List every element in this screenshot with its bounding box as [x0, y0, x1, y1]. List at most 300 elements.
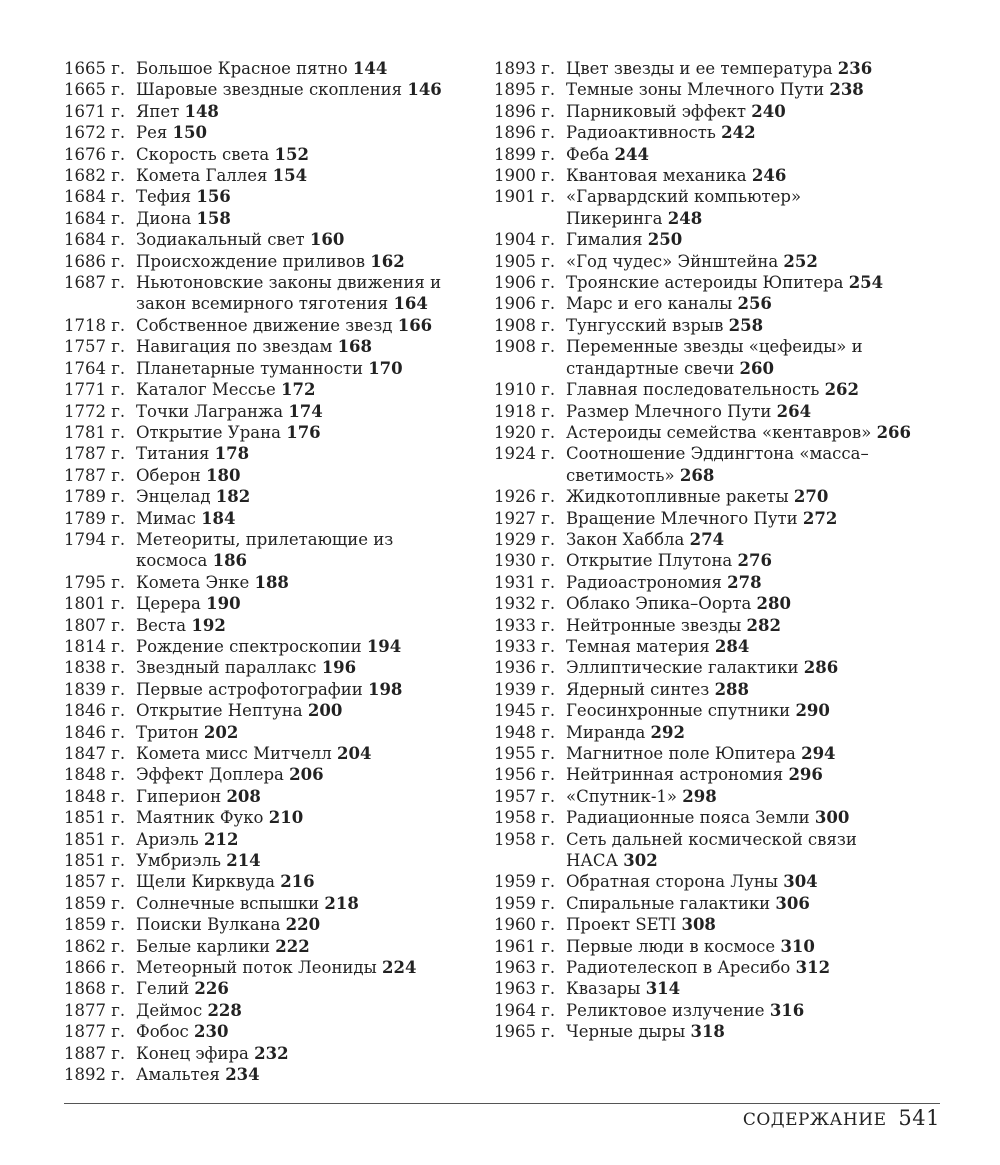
toc-entry-text	[566, 229, 914, 250]
toc-entry-title: Фобос	[136, 1022, 189, 1042]
toc-entry	[494, 529, 914, 550]
toc-entry	[494, 550, 914, 571]
toc-entry-page: 254	[848, 273, 884, 293]
toc-entry-year: 1848 г.	[64, 786, 126, 806]
toc-entry	[64, 764, 474, 785]
toc-entry-text	[136, 1064, 474, 1085]
toc-entry-text	[566, 786, 914, 807]
toc-entry	[64, 914, 474, 935]
toc-entry-text	[566, 144, 914, 165]
toc-entry-year: 1933 г.	[494, 615, 556, 635]
toc-entry-title: Закон Хаббла	[566, 529, 685, 549]
toc-entry-year: 1908 г.	[494, 315, 556, 335]
toc-entry-title: Темная материя	[566, 636, 710, 656]
toc-entry-page: 164	[393, 294, 428, 314]
toc-entry-year: 1771 г.	[64, 380, 126, 400]
toc-entry-text	[566, 272, 914, 293]
toc-entry-page: 316	[769, 1000, 805, 1020]
toc-entry-year: 1814 г.	[64, 636, 126, 656]
toc-entry	[64, 850, 474, 871]
toc-entry-title: Мимас	[136, 508, 196, 528]
toc-entry-title: Первые астрофотографии	[136, 679, 363, 699]
toc-entry	[64, 1021, 474, 1042]
toc-entry-page: 158	[196, 208, 231, 228]
toc-entry-year: 1846 г.	[64, 701, 126, 721]
toc-entry-text	[136, 572, 474, 593]
toc-entry	[494, 679, 914, 700]
toc-entry-text	[566, 829, 914, 872]
toc-entry-year: 1908 г.	[494, 337, 556, 357]
toc-entry-text	[566, 893, 914, 914]
toc-entry-text	[566, 957, 914, 978]
toc-entry-year: 1665 г.	[64, 80, 126, 100]
toc-entry	[64, 101, 474, 122]
toc-entry-year: 1887 г.	[64, 1043, 126, 1063]
toc-entry-text	[566, 251, 914, 272]
toc-entry-year: 1851 г.	[64, 829, 126, 849]
toc-entry-year: 1963 г.	[494, 979, 556, 999]
toc-entry-page: 178	[214, 444, 250, 464]
toc-entry-year: 1672 г.	[64, 123, 126, 143]
toc-entry	[64, 1043, 474, 1064]
toc-entry-text	[566, 550, 914, 571]
toc-entry-page: 168	[337, 337, 373, 357]
toc-entry-year: 1686 г.	[64, 251, 126, 271]
toc-entry-year: 1930 г.	[494, 551, 556, 571]
toc-entry-title: Главная последовательность	[566, 380, 820, 400]
toc-entry-title: Комета Галлея	[136, 166, 268, 186]
toc-entry	[64, 186, 474, 207]
toc-entry-page: 252	[783, 251, 818, 271]
toc-entry-title: Нейтронные звезды	[566, 615, 742, 635]
toc-entry-page: 242	[721, 123, 756, 143]
toc-entry-page: 288	[714, 679, 750, 699]
toc-entry-title: Метеорный поток Леониды	[136, 958, 377, 978]
toc-entry-year: 1899 г.	[494, 144, 556, 164]
toc-entry-title: Энцелад	[136, 487, 211, 507]
toc-entry-text	[136, 1000, 474, 1021]
toc-entry	[64, 422, 474, 443]
toc-entry-title: Нейтринная астрономия	[566, 765, 784, 785]
toc-entry-page: 192	[191, 615, 226, 635]
toc-entry-text	[566, 700, 914, 721]
toc-entry	[494, 893, 914, 914]
toc-entry-text	[566, 593, 914, 614]
toc-entry-title: Церера	[136, 594, 201, 614]
toc-entry-year: 1787 г.	[64, 444, 126, 464]
toc-entry-text	[136, 743, 474, 764]
page-footer	[743, 1106, 940, 1130]
toc-entry	[494, 401, 914, 422]
toc-entry-text	[566, 443, 914, 486]
toc-entry-page: 256	[737, 294, 772, 314]
toc-entry-page: 296	[788, 765, 823, 785]
toc-entry-year: 1781 г.	[64, 422, 126, 442]
toc-entry-title: Амальтея	[136, 1065, 220, 1085]
toc-entry-year: 1868 г.	[64, 979, 126, 999]
toc-entry-text	[136, 807, 474, 828]
footer-rule	[64, 1103, 940, 1104]
toc-entry-title: «Год чудес» Эйнштейна	[566, 251, 779, 271]
toc-entry-text	[566, 1000, 914, 1021]
toc-entry-text	[136, 936, 474, 957]
toc-entry-title: Титания	[136, 444, 210, 464]
toc-entry-page: 174	[288, 401, 323, 421]
toc-entry-title: Умбриэль	[136, 851, 221, 871]
toc-entry-year: 1956 г.	[494, 765, 556, 785]
toc-entry-title: Зодиакальный свет	[136, 230, 305, 250]
toc-entry-title: Маятник Фуко	[136, 808, 264, 828]
toc-entry-page: 144	[352, 59, 388, 78]
toc-entry	[494, 486, 914, 507]
toc-entry-page: 302	[623, 851, 658, 871]
toc-entry-year: 1959 г.	[494, 893, 556, 913]
toc-entry	[494, 871, 914, 892]
toc-entry-title: Конец эфира	[136, 1043, 249, 1063]
toc-entry	[64, 358, 474, 379]
toc-entry	[494, 829, 914, 872]
toc-entry	[64, 508, 474, 529]
toc-entry	[64, 615, 474, 636]
toc-entry-text	[136, 122, 474, 143]
toc-entry-year: 1718 г.	[64, 315, 126, 335]
toc-entry	[494, 593, 914, 614]
toc-entry-year: 1961 г.	[494, 936, 556, 956]
toc-entry-title: Шаровые звездные скопления	[136, 80, 403, 100]
toc-entry-title: Первые люди в космосе	[566, 936, 776, 956]
toc-entry-text	[136, 379, 474, 400]
toc-entry-title: Солнечные вспышки	[136, 893, 320, 913]
toc-entry-year: 1877 г.	[64, 1000, 126, 1020]
toc-entry	[494, 914, 914, 935]
toc-entry-title: Соотношение Эддингтона «масса–светимость»	[566, 444, 869, 485]
toc-entry-page: 146	[407, 80, 442, 100]
toc-entry-text	[136, 914, 474, 935]
toc-entry-text	[566, 722, 914, 743]
toc-entry-title: Парниковый эффект	[566, 101, 746, 121]
toc-entry-title: Реликтовое излучение	[566, 1000, 765, 1020]
toc-entry-page: 212	[204, 829, 239, 849]
toc-entry-text	[566, 165, 914, 186]
toc-entry-page: 194	[366, 636, 402, 656]
toc-entry	[494, 764, 914, 785]
toc-entry-text	[136, 229, 474, 250]
toc-entry-text	[566, 79, 914, 100]
toc-entry-page: 244	[614, 144, 649, 164]
toc-entry	[64, 978, 474, 999]
toc-entry-text	[136, 679, 474, 700]
toc-entry-text	[566, 122, 914, 143]
toc-entry-year: 1906 г.	[494, 273, 556, 293]
toc-entry-page: 150	[172, 123, 207, 143]
toc-entry-page: 314	[645, 979, 681, 999]
toc-entry-title: Планетарные туманности	[136, 358, 363, 378]
toc-entry-page: 236	[837, 59, 873, 78]
toc-entry-year: 1905 г.	[494, 251, 556, 271]
toc-entry-text	[566, 1021, 914, 1042]
toc-entry-text	[136, 529, 474, 572]
toc-entry-page: 208	[226, 786, 261, 806]
toc-entry-title: Тритон	[136, 722, 199, 742]
toc-entry-title: Открытие Плутона	[566, 551, 733, 571]
toc-entry-title: Троянские астероиды Юпитера	[566, 273, 844, 293]
toc-entry-page: 248	[667, 208, 703, 228]
toc-entry-page: 292	[650, 722, 685, 742]
toc-entry	[494, 572, 914, 593]
toc-entry-title: Происхождение приливов	[136, 251, 366, 271]
toc-entry-year: 1932 г.	[494, 594, 556, 614]
toc-entry-title: Большое Красное пятно	[136, 59, 348, 78]
toc-entry-year: 1684 г.	[64, 208, 126, 228]
toc-entry-title: Метеориты, прилетающие из космоса	[136, 529, 394, 571]
toc-entry-title: Облако Эпика–Оорта	[566, 594, 752, 614]
toc-entry-title: Рождение спектроскопии	[136, 636, 362, 656]
toc-entry-year: 1924 г.	[494, 444, 556, 464]
toc-entry-year: 1926 г.	[494, 487, 556, 507]
toc-entry-text	[136, 251, 474, 272]
toc-entry-title: Комета Энке	[136, 572, 250, 592]
toc-entry-text	[136, 978, 474, 999]
toc-entry-text	[136, 850, 474, 871]
toc-entry-year: 1839 г.	[64, 679, 126, 699]
toc-entry-year: 1958 г.	[494, 808, 556, 828]
toc-entry-text	[136, 615, 474, 636]
toc-entry	[494, 807, 914, 828]
toc-entry-year: 1862 г.	[64, 936, 126, 956]
toc-entry-page: 202	[203, 722, 239, 742]
toc-entry-text	[136, 871, 474, 892]
toc-entry-page: 266	[876, 422, 912, 442]
toc-entry-year: 1958 г.	[494, 829, 556, 849]
toc-entry	[494, 336, 914, 379]
toc-entry	[64, 636, 474, 657]
toc-entry-title: Ядерный синтез	[566, 679, 710, 699]
toc-entry-title: Радиационные пояса Земли	[566, 808, 810, 828]
toc-entry	[494, 272, 914, 293]
toc-entry-text	[136, 700, 474, 721]
toc-entry-title: Геосинхронные спутники	[566, 701, 791, 721]
toc-entry-page: 294	[801, 744, 836, 763]
toc-entry	[64, 165, 474, 186]
toc-entry-title: Навигация по звездам	[136, 337, 333, 357]
toc-entry-year: 1851 г.	[64, 808, 126, 828]
toc-entry-title: Темные зоны Млечного Пути	[566, 80, 825, 100]
toc-entry-page: 312	[795, 958, 831, 978]
toc-entry-title: Гималия	[566, 230, 643, 250]
toc-entry-page: 250	[647, 230, 683, 250]
toc-entry-text	[566, 58, 914, 79]
toc-entry-text	[136, 829, 474, 850]
toc-entry-page: 162	[370, 251, 405, 271]
toc-entry	[64, 957, 474, 978]
toc-entry	[64, 871, 474, 892]
toc-entry-page: 260	[739, 358, 774, 378]
toc-entry-text	[136, 101, 474, 122]
toc-entry-year: 1866 г.	[64, 958, 126, 978]
toc-right-column	[494, 58, 914, 1043]
toc-entry-page: 182	[215, 487, 251, 507]
toc-entry-title: «Спутник-1»	[566, 786, 678, 806]
toc-entry-page: 282	[746, 615, 781, 635]
toc-entry	[64, 936, 474, 957]
toc-entry	[494, 1021, 914, 1042]
toc-entry-page: 290	[795, 701, 830, 721]
toc-entry-text	[136, 79, 474, 100]
toc-entry-title: Марс и его каналы	[566, 294, 733, 314]
toc-entry-page: 234	[225, 1065, 260, 1085]
toc-entry-text	[136, 336, 474, 357]
toc-entry-year: 1959 г.	[494, 872, 556, 892]
toc-entry-page: 204	[336, 744, 372, 763]
toc-entry-text	[136, 443, 474, 464]
toc-entry-text	[136, 272, 474, 315]
toc-entry	[64, 593, 474, 614]
toc-entry	[64, 893, 474, 914]
toc-entry	[494, 722, 914, 743]
toc-entry-title: Цвет звезды и ее температура	[566, 59, 833, 78]
toc-entry	[64, 722, 474, 743]
toc-entry	[64, 700, 474, 721]
toc-entry-page: 308	[681, 915, 716, 935]
toc-entry-page: 198	[367, 679, 403, 699]
toc-entry-title: Гиперион	[136, 786, 222, 806]
toc-entry-text	[136, 1021, 474, 1042]
toc-entry-year: 1965 г.	[494, 1022, 556, 1042]
toc-entry-text	[136, 786, 474, 807]
toc-entry-title: Проект SETI	[566, 915, 677, 935]
toc-entry-page: 286	[803, 658, 839, 678]
toc-entry	[494, 293, 914, 314]
toc-entry	[64, 315, 474, 336]
toc-entry	[64, 144, 474, 165]
toc-entry-text	[136, 422, 474, 443]
toc-entry-page: 300	[814, 808, 850, 828]
toc-entry-title: Обратная сторона Луны	[566, 872, 778, 892]
toc-entry-page: 154	[272, 166, 308, 186]
toc-entry-title: Комета мисс Митчелл	[136, 744, 332, 763]
toc-entry	[494, 1000, 914, 1021]
toc-entry-year: 1901 г.	[494, 187, 556, 207]
toc-entry-text	[136, 764, 474, 785]
toc-entry-title: Япет	[136, 101, 180, 121]
toc-entry-text	[136, 358, 474, 379]
toc-entry-text	[136, 144, 474, 165]
toc-entry-year: 1687 г.	[64, 273, 126, 293]
toc-entry-page: 278	[727, 572, 762, 592]
toc-entry-title: Собственное движение звезд	[136, 315, 393, 335]
toc-entry-page: 304	[783, 872, 818, 892]
toc-entry-year: 1684 г.	[64, 187, 126, 207]
toc-entry-page: 306	[775, 893, 810, 913]
toc-entry-title: Деймос	[136, 1000, 203, 1020]
toc-entry-title: Жидкотопливные ракеты	[566, 487, 789, 507]
toc-entry	[64, 786, 474, 807]
toc-entry-year: 1857 г.	[64, 872, 126, 892]
toc-entry	[64, 336, 474, 357]
toc-entry-text	[136, 486, 474, 507]
toc-entry-page: 232	[254, 1043, 289, 1063]
toc-entry-title: Сеть дальней космической связи НАСА	[566, 829, 857, 871]
toc-entry-year: 1795 г.	[64, 572, 126, 592]
toc-entry-year: 1920 г.	[494, 422, 556, 442]
toc-entry-text	[136, 401, 474, 422]
toc-entry-year: 1789 г.	[64, 508, 126, 528]
toc-entry	[494, 657, 914, 678]
toc-entry-text	[136, 1043, 474, 1064]
toc-entry-page: 274	[689, 529, 725, 549]
toc-entry-year: 1789 г.	[64, 487, 126, 507]
toc-entry-title: Ариэль	[136, 829, 199, 849]
toc-entry-title: Радиоактивность	[566, 123, 716, 143]
toc-entry	[494, 144, 914, 165]
toc-entry-text	[566, 486, 914, 507]
toc-entry-year: 1682 г.	[64, 166, 126, 186]
toc-entry-title: Скорость света	[136, 144, 270, 164]
toc-entry-text	[136, 58, 474, 79]
toc-entry-year: 1851 г.	[64, 851, 126, 871]
toc-entry-year: 1933 г.	[494, 636, 556, 656]
toc-entry-title: Ньютоновские законы движения и закон всемирного тяготения	[136, 273, 442, 314]
toc-entry-text	[566, 636, 914, 657]
toc-entry	[494, 229, 914, 250]
toc-entry	[494, 165, 914, 186]
toc-entry-page: 222	[275, 936, 310, 956]
toc-entry	[494, 315, 914, 336]
toc-entry-year: 1846 г.	[64, 722, 126, 742]
toc-entry-page: 264	[776, 401, 812, 421]
toc-entry	[64, 1064, 474, 1085]
toc-entry	[494, 122, 914, 143]
toc-entry-year: 1964 г.	[494, 1000, 556, 1020]
toc-entry-page: 258	[728, 315, 764, 335]
toc-entry-page: 176	[286, 422, 321, 442]
toc-entry-year: 1859 г.	[64, 915, 126, 935]
toc-entry-title: Магнитное поле Юпитера	[566, 744, 796, 763]
toc-entry	[64, 679, 474, 700]
toc-entry-text	[136, 722, 474, 743]
toc-entry-text	[566, 807, 914, 828]
toc-entry	[494, 636, 914, 657]
toc-entry-year: 1936 г.	[494, 658, 556, 678]
toc-entry-title: Щели Кирквуда	[136, 872, 275, 892]
toc-entry-page: 284	[714, 636, 750, 656]
toc-entry-title: Переменные звезды «цефеиды» и стандартные свечи	[566, 337, 863, 378]
toc-entry-title: Точки Лагранжа	[136, 401, 284, 421]
toc-entry	[64, 251, 474, 272]
toc-entry-page: 228	[207, 1000, 242, 1020]
toc-entry-page: 270	[793, 487, 829, 507]
toc-entry-text	[566, 679, 914, 700]
toc-entry-year: 1960 г.	[494, 915, 556, 935]
toc-entry-year: 1904 г.	[494, 230, 556, 250]
toc-entry-title: Феба	[566, 144, 610, 164]
toc-entry-page: 214	[226, 851, 261, 871]
toc-entry-text	[566, 401, 914, 422]
toc-entry-text	[566, 978, 914, 999]
toc-entry-text	[566, 572, 914, 593]
toc-entry-page: 318	[690, 1022, 725, 1042]
toc-entry-page: 186	[212, 551, 248, 571]
toc-entry-page: 230	[194, 1022, 229, 1042]
toc-entry-year: 1929 г.	[494, 529, 556, 549]
toc-entry-year: 1772 г.	[64, 401, 126, 421]
toc-entry-page: 272	[802, 508, 838, 528]
toc-entry-title: Эллиптические галактики	[566, 658, 799, 678]
toc-entry-page: 298	[682, 786, 717, 806]
toc-entry-text	[566, 101, 914, 122]
toc-entry	[64, 743, 474, 764]
toc-entry-year: 1948 г.	[494, 722, 556, 742]
